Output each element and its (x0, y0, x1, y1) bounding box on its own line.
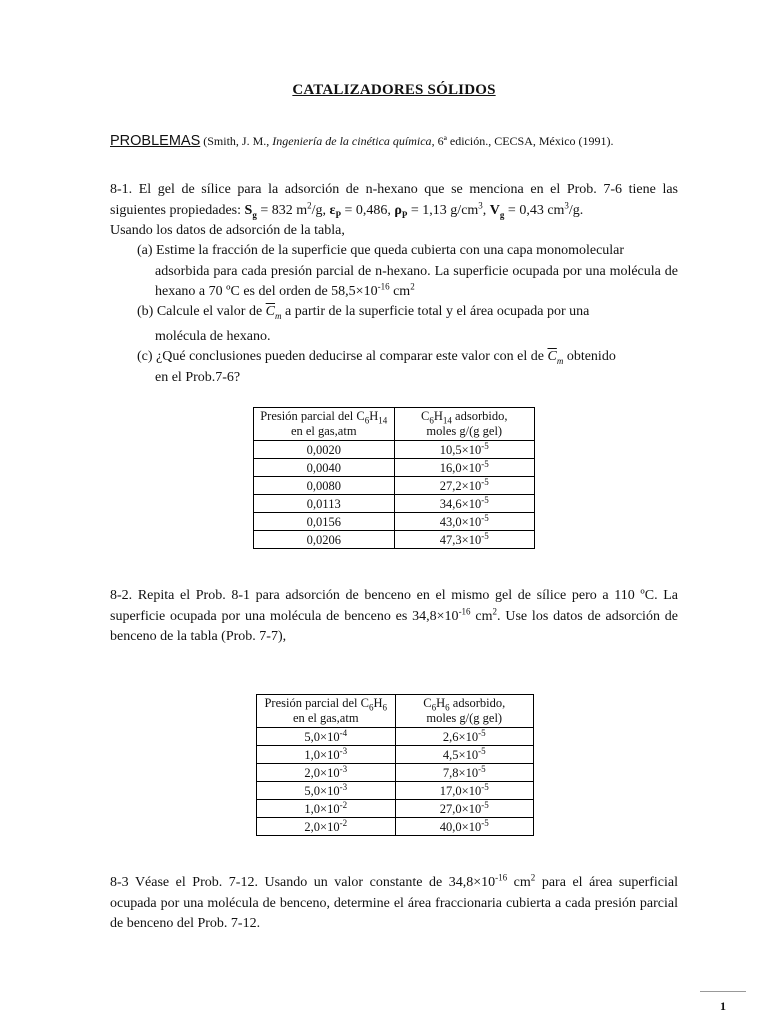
hexane-adsorption-table (253, 407, 535, 549)
adsorbed-cell: $17,0\times 10^{-5}$ (395, 782, 534, 800)
vg-unit: /g. (568, 202, 584, 218)
table-row (254, 513, 535, 531)
problem-8-3-statement: 8-3 Véase el Prob. 7-12. Usando un valor constante de $34,8\times 10^{-16}$ $cm^2$ para el área superficial ocupada por una molécula de benceno, determine el área fraccionaria cubierta a cada presión parcial de benceno del Prob. 7-12. (110, 872, 678, 931)
problemas-reference (110, 133, 710, 149)
part-b-continuation: molécula de hexano. (155, 328, 271, 344)
problem-8-1-statement (110, 180, 678, 242)
table-row (254, 441, 535, 459)
table-header-pressure: Presión parcial del $C_6H_6$ en el gas,atm (257, 695, 396, 728)
adsorbed-cell: $34,6\times 10^{-5}$ (394, 495, 535, 513)
pressure-cell: 0,0080 (254, 477, 395, 495)
adsorbed-cell: $2,6\times 10^{-5}$ (395, 728, 534, 746)
part-a-text: (a) Estime la fracción de la superficie que queda cubierta con una capa monomolecular (137, 243, 625, 258)
table-header-pressure: Presión parcial del $C_6H_{14}$ en el gas,atm (254, 408, 395, 441)
pressure-cell: $5,0\times 10^{-4}$ (257, 728, 396, 746)
pressure-cell: 0,0206 (254, 531, 395, 549)
table-row (257, 782, 534, 800)
rho-exponent: 3 (478, 199, 483, 210)
problem-8-1-intro: 8-1. El gel de sílice para la adsorción de n-hexano que se menciona en el Prob. 7-6 tiene las siguientes propiedades: (110, 182, 678, 218)
page-number-rule (700, 991, 746, 992)
table-row (254, 477, 535, 495)
epsilon-value: = 0,486, (341, 202, 395, 218)
pressure-cell: $1,0\times 10^{-2}$ (257, 800, 396, 818)
adsorbed-cell: $7,8\times 10^{-5}$ (395, 764, 534, 782)
table-header-adsorbed: $C_6H_{14}$ adsorbido, moles g/(g gel) (394, 408, 535, 441)
problem-8-2-statement: 8-2. Repita el Prob. 8-1 para adsorción de benceno en el mismo gel de sílice pero a 110 ºC. La superficie ocupada por una molécula de benceno es $34,8\times 10^{-16}$ $cm^2$. Use los datos de adsorción de benceno de la tabla (Prob. 7-7), (110, 588, 678, 644)
pressure-cell: $2,0\times 10^{-2}$ (257, 818, 396, 836)
problem-8-1-part-b (137, 302, 678, 347)
problem-8-1-part-c (137, 347, 678, 388)
problemas-heading: PROBLEMAS (110, 133, 201, 149)
table-row (257, 746, 534, 764)
part-c-text: (c) ¿Qué conclusiones pueden deducirse al comparar este valor con el de $\overline{C}_m$ obtenido (137, 349, 616, 366)
rho-value: = 1,13 g/cm (407, 202, 479, 218)
sg-unit: /g, (311, 202, 330, 218)
cm-symbol: $\overline{C}$ (547, 349, 557, 364)
reference-edition: , 6ª edición., CECSA, México (1991). (431, 134, 614, 148)
sg-exponent: 2 (307, 199, 312, 210)
part-a-continuation: adsorbida para cada presión parcial de n-hexano. La superficie ocupada por una molécula de hexano a 70 ºC es del orden de $58,5\times 10^{-16}$ $cm^2$ (155, 263, 678, 299)
table-row (254, 459, 535, 477)
epsilon-symbol: $\varepsilon_P$ (329, 202, 341, 220)
problem-8-1-part-a (137, 241, 678, 303)
table-header-adsorbed: $C_6H_6$ adsorbido, moles g/(g gel) (395, 695, 534, 728)
table-header-row (257, 695, 534, 728)
pressure-cell: 0,0020 (254, 441, 395, 459)
sg-symbol: $S_g$ (244, 202, 257, 220)
table-row (257, 800, 534, 818)
pressure-cell: 0,0113 (254, 495, 395, 513)
reference-book-title: Ingeniería de la cinética química (272, 134, 432, 148)
adsorbed-cell: $27,0\times 10^{-5}$ (395, 800, 534, 818)
pressure-cell: $2,0\times 10^{-3}$ (257, 764, 396, 782)
cm-subscript: m (275, 310, 282, 321)
adsorbed-cell: $43,0\times 10^{-5}$ (394, 513, 535, 531)
table-row (257, 728, 534, 746)
adsorbed-cell: $4,5\times 10^{-5}$ (395, 746, 534, 764)
adsorbed-cell: $47,3\times 10^{-5}$ (394, 531, 535, 549)
vg-exponent: 3 (564, 199, 569, 210)
pressure-cell: $5,0\times 10^{-3}$ (257, 782, 396, 800)
vg-value: = 0,43 cm (504, 202, 565, 218)
reference-text: (Smith, J. M., (200, 134, 273, 148)
adsorbed-cell: $10,5\times 10^{-5}$ (394, 441, 535, 459)
adsorbed-cell: $40,0\times 10^{-5}$ (395, 818, 534, 836)
pressure-cell: 0,0040 (254, 459, 395, 477)
part-b-text: (b) Calcule el valor de $\overline{C}_m$ a partir de la superficie total y el área ocupada por una (137, 304, 590, 321)
table-row (257, 764, 534, 782)
table-header-row (254, 408, 535, 441)
cm-subscript: m (556, 355, 564, 366)
page-number: 1 (720, 999, 726, 1013)
pressure-cell: 0,0156 (254, 513, 395, 531)
table-row (254, 495, 535, 513)
part-c-continuation: en el Prob.7-6? (155, 369, 241, 385)
adsorbed-cell: $27,2\times 10^{-5}$ (394, 477, 535, 495)
table-row (254, 531, 535, 549)
vg-symbol: $V_g$ (489, 202, 505, 220)
document-title: CATALIZADORES SÓLIDOS (292, 82, 496, 98)
rho-symbol: $\rho_P$ (394, 202, 408, 220)
benzene-adsorption-table (256, 694, 534, 836)
table-row (257, 818, 534, 836)
cm-symbol: $\overline{C}$ (265, 304, 276, 319)
rho-separator: , (482, 202, 490, 218)
problem-8-1-intro-2: Usando los datos de adsorción de la tabla, (110, 223, 345, 238)
pressure-cell: $1,0\times 10^{-3}$ (257, 746, 396, 764)
sg-value: = 832 m (256, 202, 308, 218)
adsorbed-cell: $16,0\times 10^{-5}$ (394, 459, 535, 477)
